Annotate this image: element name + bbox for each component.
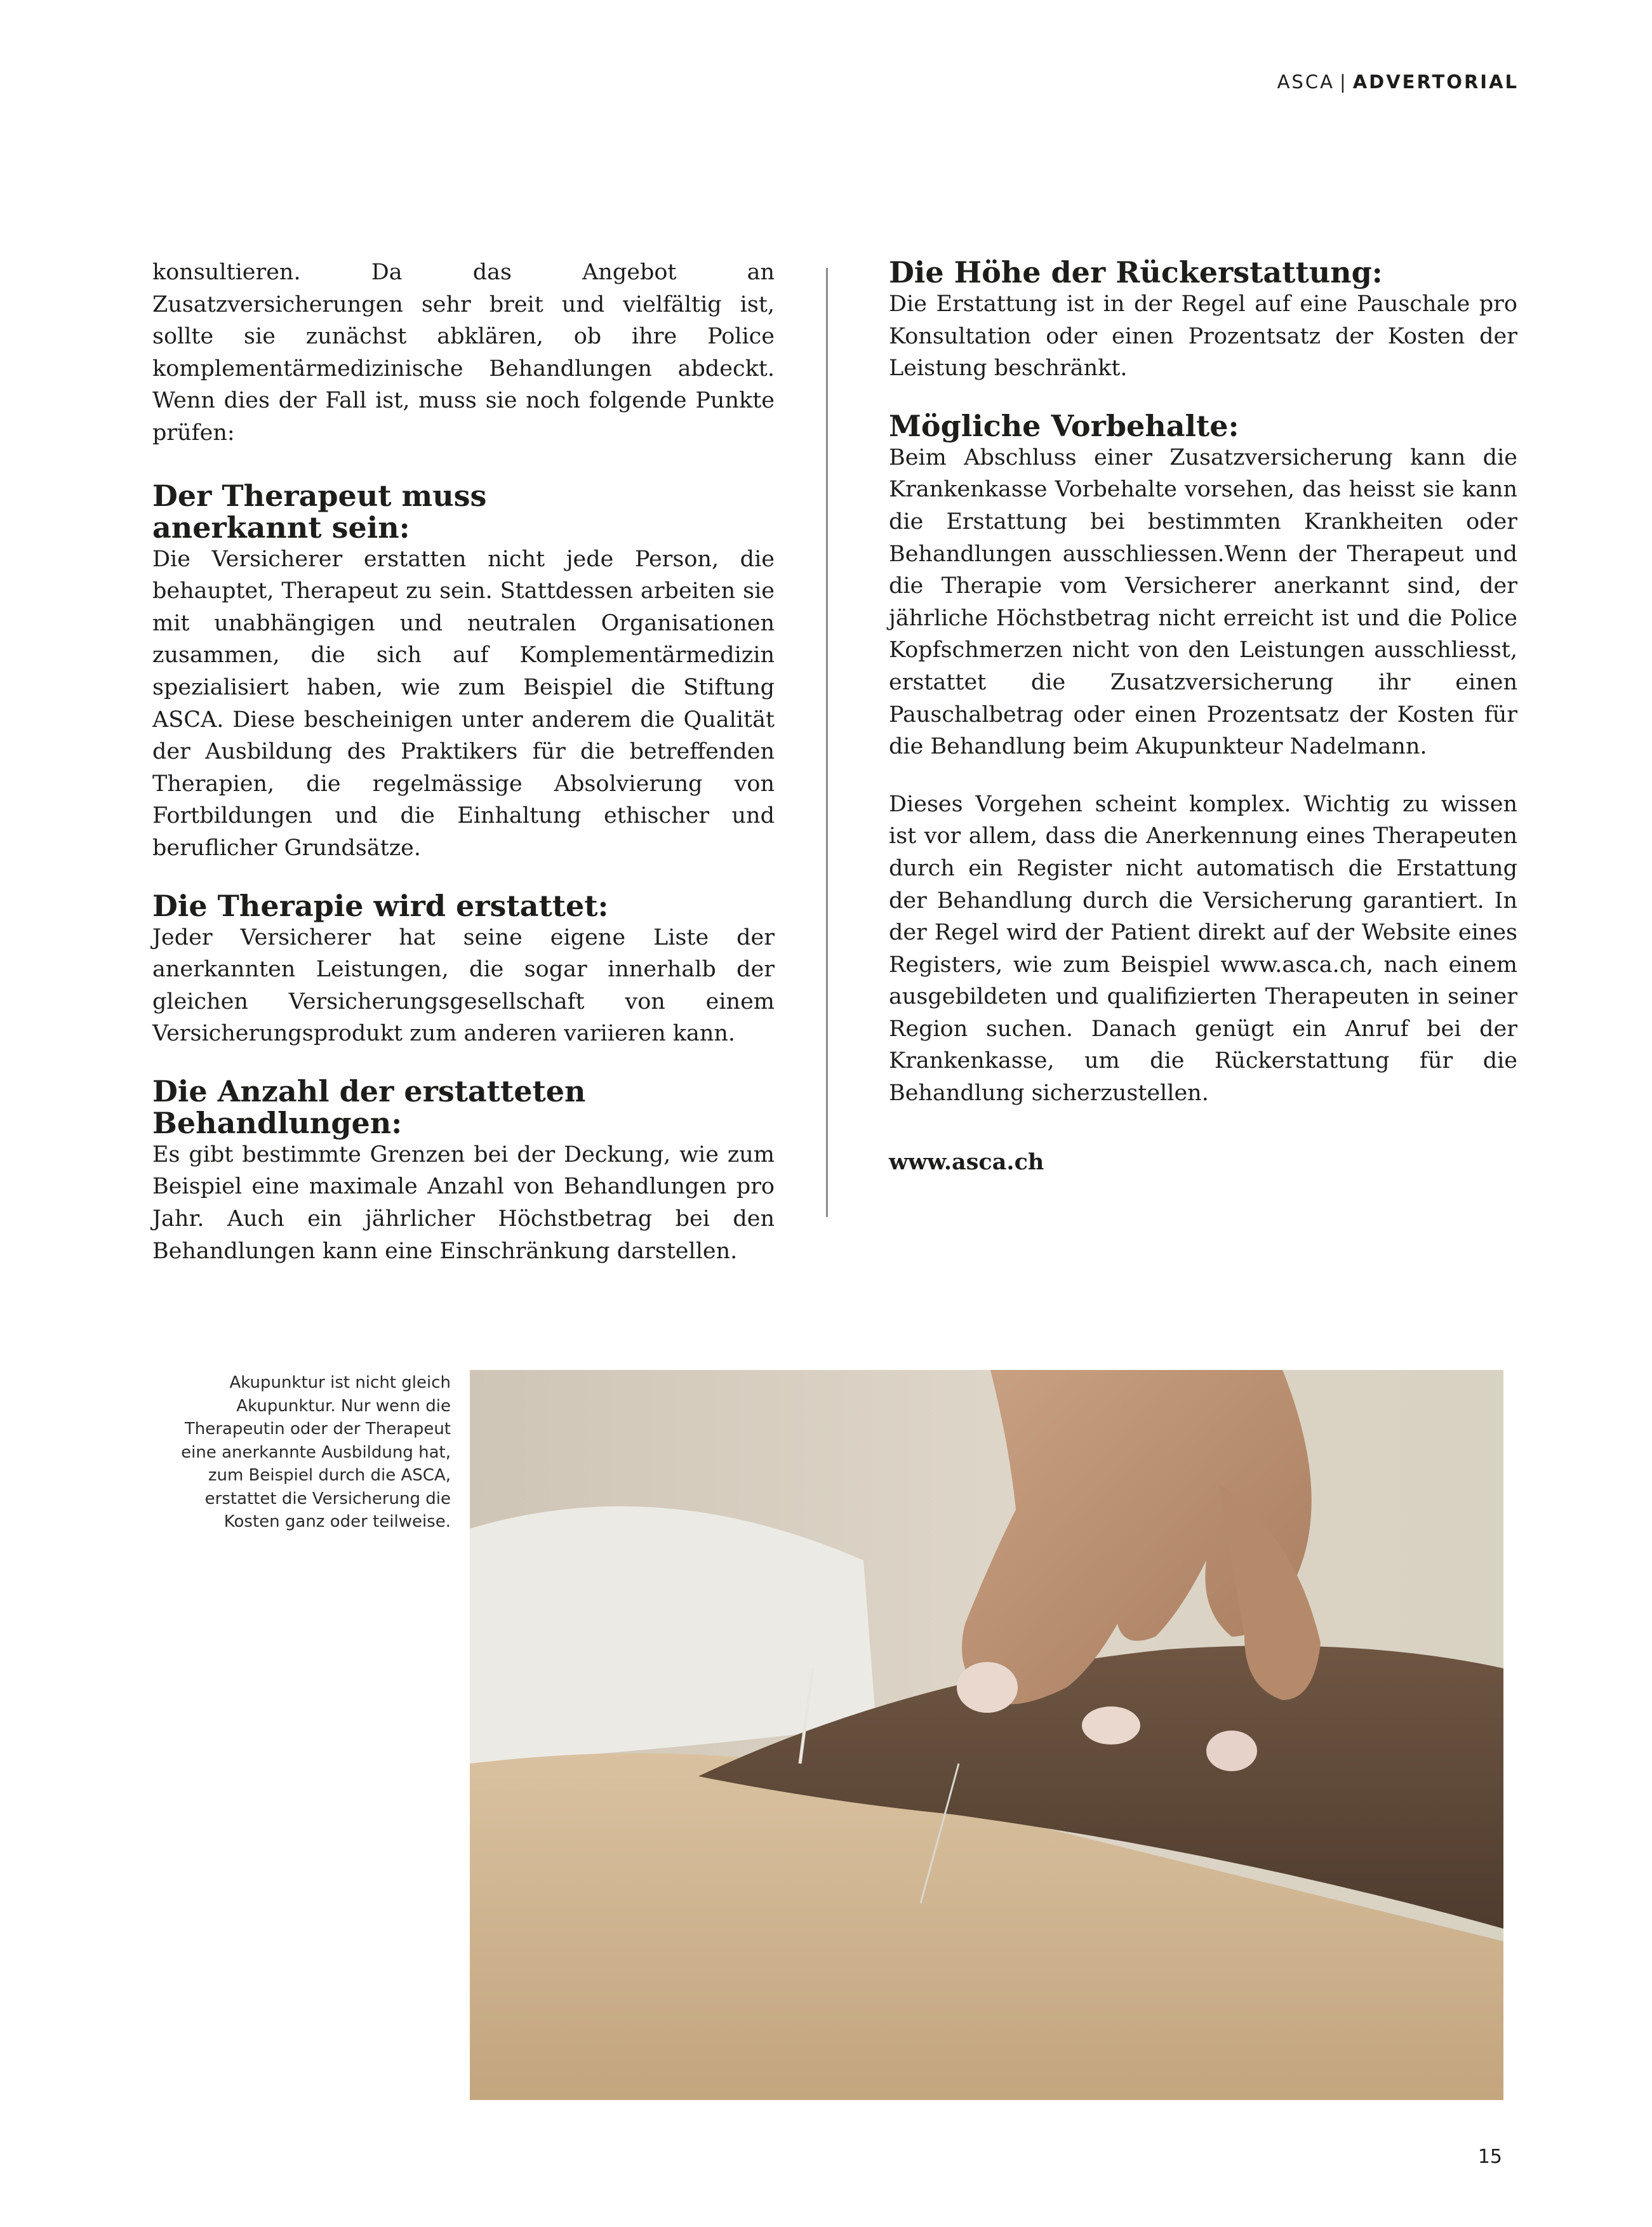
website-link[interactable]: www.asca.ch [889, 1148, 1044, 1175]
heading-line: anerkannt sein: [152, 510, 410, 545]
page-header [1277, 71, 1519, 93]
header-separator: | [1339, 71, 1348, 93]
left-column [152, 256, 775, 1267]
column-divider [826, 268, 828, 1217]
acupuncture-photo [470, 1370, 1503, 2100]
photo-caption: Akupunktur ist nicht gleich Akupunktur. Nur wenn die Therapeutin oder der Therapeut eine anerkannte Ausbildung hat, zum Beispiel durch die ASCA, erstattet die Versicherung die Kosten ganz oder teilweise. [181, 1373, 451, 1531]
heading-line: Die Anzahl der erstatteten [152, 1074, 586, 1108]
header-section: ADVERTORIAL [1352, 71, 1519, 93]
paragraph-vorbehalte: Beim Abschluss einer Zusatzversicherung kann die Krankenkasse Vorbehalte vorsehen, das heisst sie kann die Erstattung bei bestimmten Krankheiten oder Behandlungen ausschliessen.Wenn der Therapeut und die Therapie vom Versicherer anerkannt sind, der jährliche Höchstbetrag nicht erreicht ist und die Police Kopfschmerzen nicht von den Leistungen ausschliesst, erstattet die Zusatzversicherung ihr einen Pauschalbetrag oder einen Prozentsatz der Kosten für die Behandlung beim Akupunkteur Nadelmann. [889, 444, 1517, 760]
heading-anzahl [152, 1075, 775, 1139]
heading-line: Der Therapeut muss [152, 478, 487, 513]
heading-therapie: Die Therapie wird erstattet: [152, 888, 609, 923]
heading-line: Behandlungen: [152, 1105, 403, 1140]
paragraph-hoehe: Die Erstattung ist in der Regel auf eine Pauschale pro Konsultation oder einen Prozentsatz der Kosten der Leistung beschränkt. [889, 291, 1517, 382]
closing-paragraph: Dieses Vorgehen scheint komplex. Wichtig zu wissen ist vor allem, dass die Anerkennung eines Therapeuten durch ein Register nicht automatisch die Erstattung der Behandlung durch die Versicherung garantiert. In der Regel wird der Patient direkt auf der Website eines Registers, wie zum Beispiel www.asca.ch, nach einem ausgebildeten und qualifizierten Therapeuten in seiner Region suchen. Danach genügt ein Anruf bei der Krankenkasse, um die Rückerstattung für die Behandlung sicherzustellen. [889, 791, 1517, 1107]
right-column [889, 256, 1517, 1178]
paragraph-therapie: Jeder Versicherer hat seine eigene Liste der anerkannten Leistungen, die sogar innerhalb der gleichen Versicherungsgesellschaft von einem Versicherungsprodukt zum anderen variieren kann. [152, 924, 775, 1047]
intro-paragraph: konsultieren. Da das Angebot an Zusatzversicherungen sehr breit und vielfältig ist, sollte sie zunächst abklären, ob ihre Police komplementärmedizinische Behandlungen abdeckt. Wenn dies der Fall ist, muss sie noch folgende Punkte prüfen: [152, 260, 775, 446]
header-brand: ASCA [1277, 71, 1335, 93]
paragraph-therapeut: Die Versicherer erstatten nicht jede Person, die behauptet, Therapeut zu sein. Stattdessen arbeiten sie mit unabhängigen und neutralen Organisationen zusammen, die sich auf Komplementärmedizin spezialisiert haben, wie zum Beispiel die Stiftung ASCA. Diese bescheinigen unter anderem die Qualität der Ausbildung des Praktikers für die betreffenden Therapien, die regelmässige Absolvierung von Fortbildungen und die Einhaltung ethischer und beruflicher Grundsätze. [152, 546, 775, 861]
acupuncture-illustration [470, 1370, 1503, 2100]
page-number: 15 [1477, 2146, 1502, 2168]
heading-hoehe: Die Höhe der Rückerstattung: [889, 255, 1383, 289]
heading-vorbehalte: Mögliche Vorbehalte: [889, 408, 1239, 443]
paragraph-anzahl: Es gibt bestimmte Grenzen bei der Deckung, wie zum Beispiel eine maximale Anzahl von Behandlungen pro Jahr. Auch ein jährlicher Höchstbetrag bei den Behandlungen kann eine Einschränkung darstellen. [152, 1141, 775, 1264]
heading-therapeut [152, 480, 775, 543]
